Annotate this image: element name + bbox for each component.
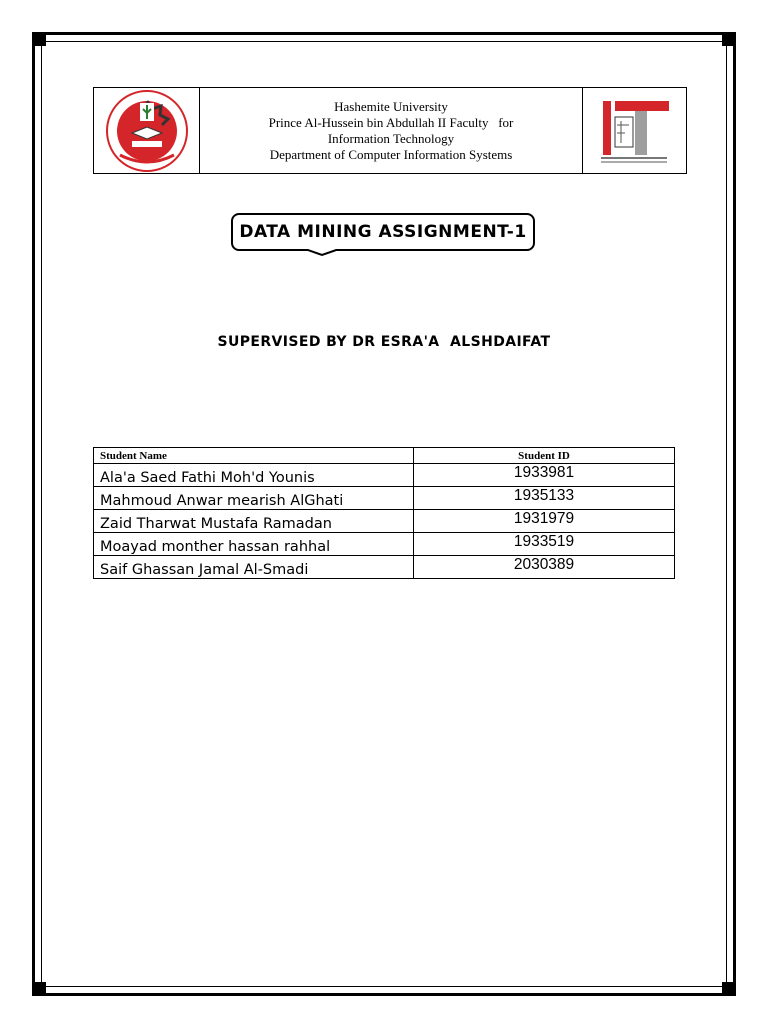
student-name: Mahmoud Anwar mearish AlGhati — [94, 487, 414, 510]
it-faculty-logo-icon — [595, 95, 675, 167]
letterhead-text — [200, 88, 582, 173]
title-box-notch — [305, 249, 345, 257]
table-row — [94, 510, 675, 533]
border-corner — [32, 982, 46, 996]
student-id: 2030389 — [414, 556, 675, 579]
student-id: 1935133 — [414, 487, 675, 510]
table-header-row — [94, 448, 675, 464]
university-logo-cell — [94, 88, 200, 173]
student-name: Moayad monther hassan rahhal — [94, 533, 414, 556]
faculty-name-line1: Prince Al-Hussein bin Abdullah II Faculty for — [268, 114, 514, 130]
it-logo-cell — [582, 88, 686, 173]
border-corner — [722, 32, 736, 46]
students-table — [93, 447, 675, 579]
assignment-title: DATA MINING ASSIGNMENT-1 — [239, 222, 527, 242]
assignment-title-box — [231, 213, 535, 251]
department-name: Department of Computer Information Systems — [269, 146, 513, 162]
student-id: 1931979 — [414, 510, 675, 533]
border-corner — [722, 982, 736, 996]
table-row — [94, 533, 675, 556]
column-header-id: Student ID — [414, 448, 675, 464]
border-corner — [32, 32, 46, 46]
student-name: Ala'a Saed Fathi Moh'd Younis — [94, 464, 414, 487]
student-id: 1933519 — [414, 533, 675, 556]
table-row — [94, 487, 675, 510]
student-id: 1933981 — [414, 464, 675, 487]
letterhead — [93, 87, 687, 174]
column-header-name: Student Name — [94, 448, 414, 464]
university-seal-icon — [102, 89, 192, 173]
student-name: Saif Ghassan Jamal Al-Smadi — [94, 556, 414, 579]
student-name: Zaid Tharwat Mustafa Ramadan — [94, 510, 414, 533]
supervisor-line: SUPERVISED BY DR ESRA'A ALSHDAIFAT — [217, 334, 551, 350]
faculty-name-line2: Information Technology — [327, 130, 455, 146]
table-row — [94, 556, 675, 579]
table-row — [94, 464, 675, 487]
university-name: Hashemite University — [334, 98, 448, 114]
